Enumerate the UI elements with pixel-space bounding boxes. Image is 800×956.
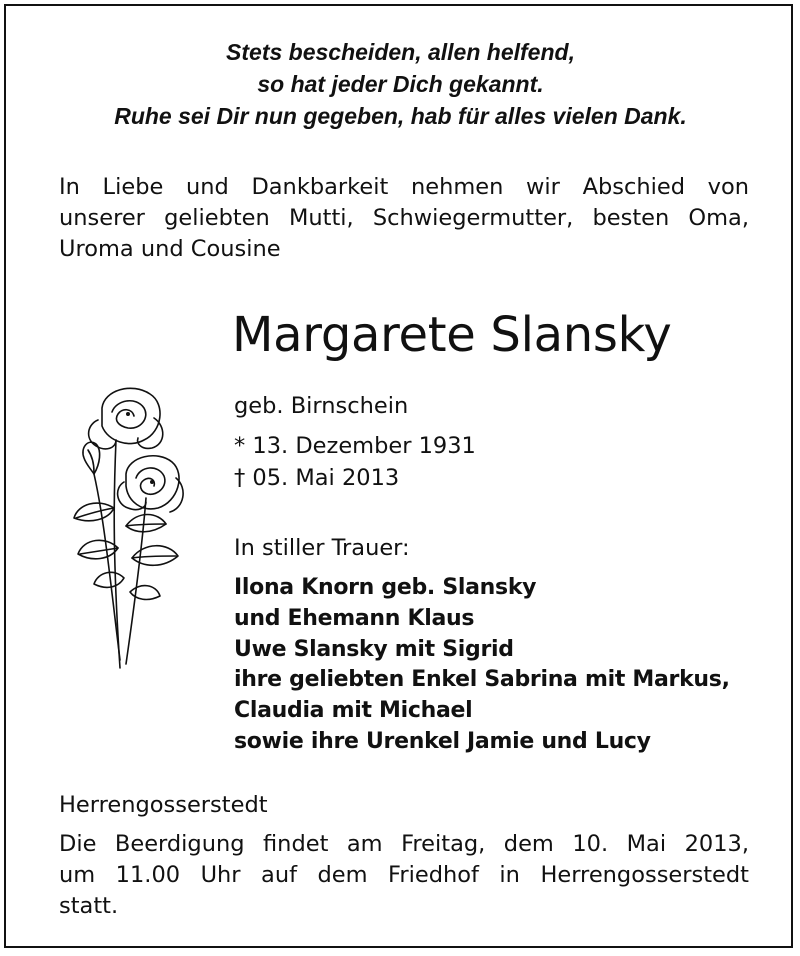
poem-line: Stets bescheiden, allen helfend, — [226, 39, 575, 65]
poem — [6, 36, 795, 132]
mourner-line: ihre geliebten Enkel Sabrina mit Markus, — [234, 667, 730, 693]
life-dates — [234, 430, 476, 494]
mourner-line: Ilona Knorn geb. Slansky — [234, 575, 537, 600]
death-date: † 05. Mai 2013 — [234, 465, 400, 491]
place-name: Herrengosserstedt — [59, 792, 268, 818]
mourners-list — [234, 573, 730, 758]
funeral-line: statt. — [59, 893, 119, 919]
obituary-frame — [4, 4, 793, 948]
intro-line: In Liebe und Dankbarkeit nehmen wir Abschied von — [59, 174, 749, 200]
mourner-line: sowie ihre Urenkel Jamie und Lucy — [234, 728, 651, 754]
mourner-line: Claudia mit Michael — [234, 698, 473, 724]
intro-text — [59, 172, 749, 265]
roses-illustration-icon — [54, 378, 194, 674]
mourner-line: Uwe Slansky mit Sigrid — [234, 636, 514, 662]
mourning-heading: In stiller Trauer: — [234, 535, 410, 561]
funeral-notice — [59, 829, 749, 922]
birth-date: * 13. Dezember 1931 — [234, 433, 476, 459]
funeral-line: um 11.00 Uhr auf dem Friedhof in Herrengosserstedt — [59, 862, 749, 888]
birth-name: geb. Birnschein — [234, 393, 409, 419]
mourner-line: und Ehemann Klaus — [234, 605, 475, 631]
intro-line: unserer geliebten Mutti, Schwiegermutter, besten Oma, — [59, 205, 749, 231]
poem-line: Ruhe sei Dir nun gegeben, hab für alles vielen Dank. — [114, 103, 687, 129]
intro-line: Uroma und Cousine — [59, 236, 281, 262]
funeral-line: Die Beerdigung findet am Freitag, dem 10. Mai 2013, — [59, 831, 749, 857]
poem-line: so hat jeder Dich gekannt. — [257, 71, 544, 97]
deceased-name: Margarete Slansky — [232, 307, 672, 363]
